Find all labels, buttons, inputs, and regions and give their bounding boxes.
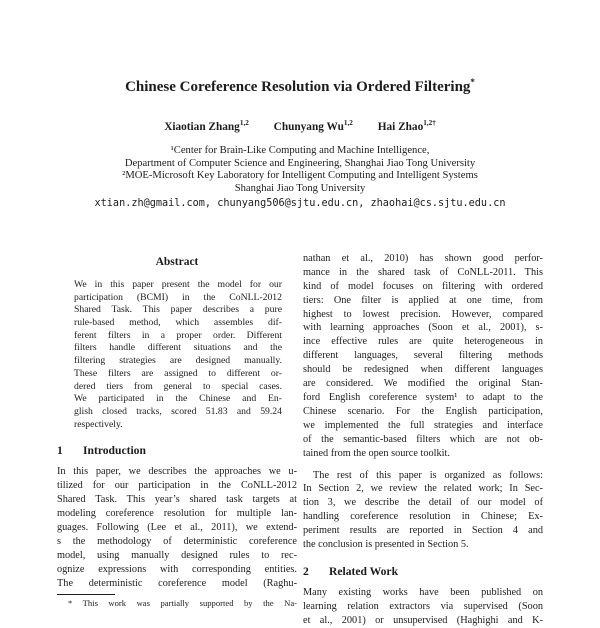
author-line: [0, 117, 600, 134]
paper-title: [0, 0, 600, 96]
affiliation-line-1: ¹Center for Brain-Like Computing and Machine Intelligence,: [170, 144, 430, 156]
text-line: are considered. We modified the original Stan-: [303, 378, 543, 390]
text-line: ford English coreference system¹ to adapt to the: [303, 392, 543, 404]
text-line: * This work was partially supported by the Na-: [68, 597, 297, 608]
introduction-paragraph: [57, 465, 297, 590]
text-line: The deterministic coreference model (Raghu-: [57, 577, 297, 589]
text-line: In Section 2, we review the related work; In Sec-: [303, 483, 543, 495]
footnote-rule: [57, 594, 115, 595]
author-2: [274, 117, 353, 134]
text-line: These filters are assigned to different or-: [74, 367, 282, 379]
right-paragraph-2: [303, 469, 543, 552]
text-line: dered tiers from general to special cases.: [74, 380, 282, 392]
section-title: Related Work: [329, 564, 399, 578]
text-line: tion 3, we describe the detail of our model of: [303, 497, 543, 509]
text-line: the conclusion is presented in Section 5.: [303, 539, 469, 551]
affiliation-block: [0, 145, 600, 196]
title-footnote-mark: *: [470, 77, 475, 87]
text-line: tiers: One filter is applied at one time, from: [303, 294, 543, 306]
text-line: with learning approaches (Soon et al., 2001), s-: [303, 322, 543, 334]
paper-title-text: Chinese Coreference Resolution via Ordered Filtering: [125, 79, 471, 95]
text-line: ferent filters in a proper order. Different: [74, 329, 282, 341]
text-line: different languages, several filtering methods: [303, 350, 543, 362]
text-line: respectively.: [74, 418, 123, 430]
footnote-text: [57, 598, 297, 609]
text-line: In this paper, we describes the approaches we u-: [57, 466, 297, 478]
text-line: We in this paper present the model for our: [74, 278, 282, 290]
text-line: filters handle different situations and the: [74, 342, 282, 354]
text-line: tained from the open source toolkit.: [303, 447, 450, 459]
text-line: model, using manually designed rules to rec-: [57, 549, 297, 561]
abstract-heading: Abstract: [155, 255, 199, 268]
author-3-name: Hai Zhao: [377, 120, 424, 133]
text-line: nathan et al., 2010) has shown good perfor-: [303, 252, 543, 264]
author-emails: xtian.zh@gmail.com, chunyang506@sjtu.edu.cn, zhaohai@cs.sjtu.edu.cn: [94, 197, 506, 209]
author-3: [378, 117, 436, 134]
text-line: periment results are reported in Section 4 and: [303, 525, 543, 537]
text-line: ince effective rules are quite heterogeneous in: [303, 336, 543, 348]
left-column: [57, 252, 297, 628]
right-paragraph-1: [303, 252, 543, 461]
affiliation-line-3: ²MOE-Microsoft Key Laboratory for Intelligent Computing and Intelligent Systems: [122, 170, 478, 182]
text-line: s the methodology of deterministic coreference: [57, 535, 297, 547]
footnote-block: [57, 594, 297, 609]
section-heading-related-work: [303, 565, 543, 578]
text-line: Shared Task. This paper describes a pure: [74, 304, 282, 316]
text-line: highest to lowest precision. However, compared: [303, 308, 543, 320]
text-line: Many existing works have been published on: [303, 586, 543, 598]
author-2-name: Chunyang Wu: [273, 120, 344, 133]
two-column-body: [0, 252, 600, 628]
text-line: filtering strategies are designed manually.: [74, 355, 282, 367]
text-line: guages. Following (Lee et al., 2011), we extend-: [57, 522, 297, 534]
text-line: The rest of this paper is organized as follows:: [313, 469, 543, 481]
text-line: should be redesigned when different languages: [303, 364, 543, 376]
affiliation-line-4: Shanghai Jiao Tong University: [234, 183, 366, 195]
text-line: Chinese scenario. For the English participation,: [303, 405, 543, 417]
related-work-paragraph: [303, 586, 543, 628]
text-line: tilized for our participation in the CoNLL-2012: [57, 480, 297, 492]
section-number: 2: [303, 564, 309, 578]
text-line: participation (BCMI) in the CoNLL-2012: [74, 291, 282, 303]
text-line: et al., 2001) or unsupervised (Haghighi and K-: [303, 614, 543, 626]
text-line: rule-based method, which assembles dif-: [74, 317, 282, 329]
text-line: We participated in the Chinese and En-: [74, 393, 282, 405]
right-column: [303, 252, 543, 628]
text-line: handling coreference resolution in Chinese; Ex-: [303, 511, 543, 523]
author-1: [164, 117, 249, 134]
author-3-affil-mark: 1,2†: [423, 119, 436, 127]
text-line: of the semantic-based filters which are not ob-: [303, 433, 543, 445]
text-line: kind of model focuses on filtering with ordered: [303, 280, 543, 292]
text-line: ognize expressions with corresponding entities.: [57, 563, 297, 575]
text-line: Shared Task. This year’s shared task targets at: [57, 494, 297, 506]
author-1-name: Xiaotian Zhang: [164, 120, 240, 133]
author-2-affil-mark: 1,2: [343, 119, 353, 127]
section-heading-introduction: [57, 444, 297, 457]
author-1-affil-mark: 1,2: [239, 119, 249, 127]
text-line: learning relation extractors via supervised (Soon: [303, 600, 543, 612]
section-title: Introduction: [83, 444, 146, 458]
text-line: glish closed tracks, scored 51.83 and 59.24: [74, 405, 282, 417]
text-line: mance in the shared task of CoNLL-2011. This: [303, 266, 543, 278]
text-line: we implemented the full strategies and interface: [303, 419, 543, 431]
affiliation-line-2: Department of Computer Science and Engineering, Shanghai Jiao Tong University: [124, 157, 476, 169]
text-line: modeling coreference resolution for multiple lan-: [57, 508, 297, 520]
section-number: 1: [57, 444, 63, 458]
abstract-text: [74, 279, 282, 431]
